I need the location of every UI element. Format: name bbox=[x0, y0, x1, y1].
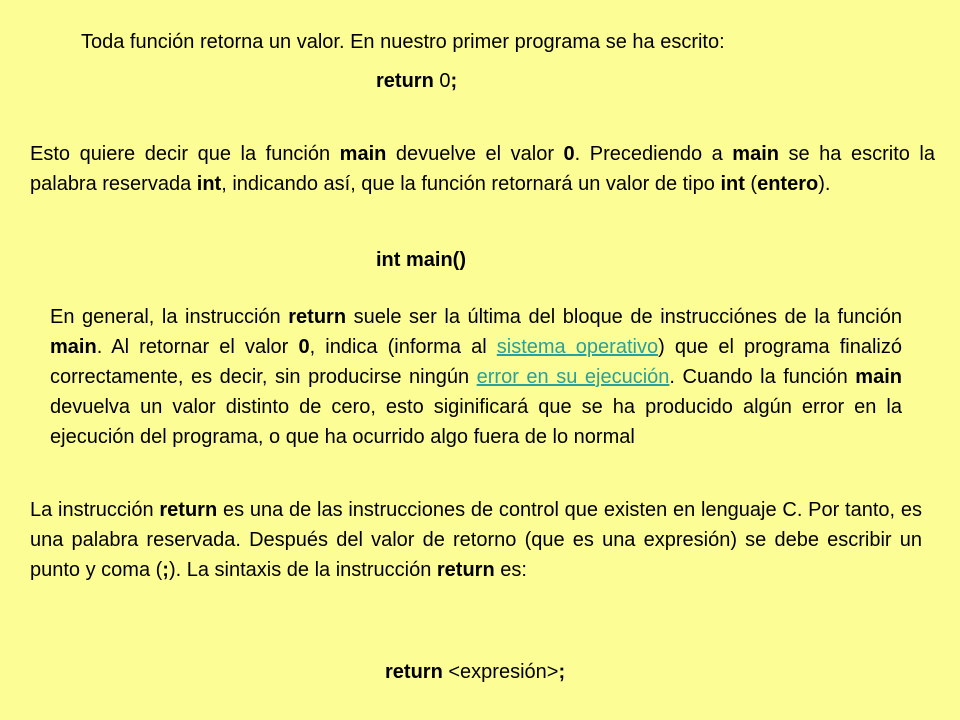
paragraph-return-general: En general, la instrucción return suele ser la última del bloque de instrucciónes de la función main. Al retornar el valor 0, indica (informa al sistema operativo) que el programa finalizó correctamente, es decir, sin producirse ningún error en su ejecución. Cuando la función main devuelva un valor distinto de cero, esto siginificará que se ha producido algún error en la ejecución del programa, o que ha ocurrido algo fuera de lo normal bbox=[50, 306, 902, 448]
return-keyword: return bbox=[376, 70, 434, 92]
return-keyword: return bbox=[385, 661, 443, 683]
code-return-zero bbox=[376, 66, 457, 96]
return-value: 0 bbox=[439, 70, 451, 92]
expression-placeholder: <expresión> bbox=[448, 661, 559, 683]
intro-text: Toda función retorna un valor. En nuestro primer programa se ha escrito: bbox=[81, 31, 725, 53]
code-int-main: int main() bbox=[376, 249, 466, 271]
paragraph-return-syntax: La instrucción return es una de las instrucciones de control que existen en lenguaje C. Por tanto, es una palabra reservada. Después del valor de retorno (que es una expresión) se debe escribir un punto y coma (;). La sintaxis de la instrucción return es: bbox=[30, 499, 922, 581]
code-return-syntax bbox=[385, 657, 565, 687]
semicolon: ; bbox=[450, 70, 458, 92]
link-error-ejecucion[interactable]: error en su ejecución bbox=[476, 366, 670, 388]
semicolon: ; bbox=[558, 661, 566, 683]
link-sistema-operativo[interactable]: sistema operativo bbox=[496, 336, 659, 358]
paragraph-main-returns: Esto quiere decir que la función main devuelve el valor 0. Precediendo a main se ha escrito la palabra reservada int, indicando así, que la función retornará un valor de tipo int (entero). bbox=[30, 143, 935, 195]
